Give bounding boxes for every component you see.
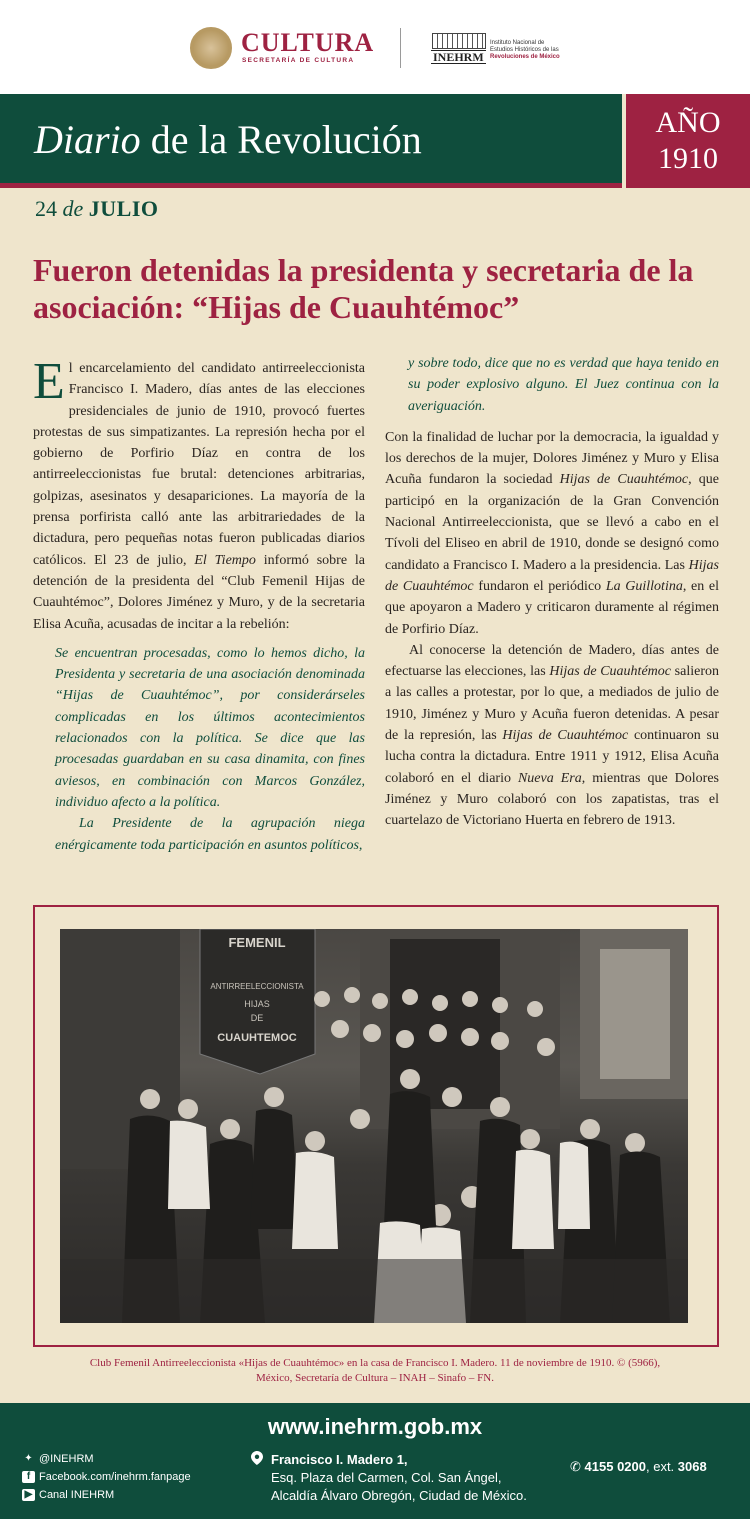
inehrm-building-icon <box>432 33 486 49</box>
masthead-title-rest: de la Revolución <box>140 117 422 162</box>
inehrm-full-name <box>490 40 570 61</box>
historical-group-photo <box>60 929 688 1323</box>
article-headline: Fueron detenidas la presidenta y secretaria de la asociación: “Hijas de Cuauhtémoc” <box>33 252 694 325</box>
newspaper-name: Nueva Era <box>517 770 582 786</box>
masthead-title <box>34 116 422 163</box>
newspaper-quote: Se encuentran procesadas, como lo hemos dicho, la Presidenta y secretaria de una asociación denominada “Hijas de Cuauhtémoc”, por considerárseles complicadas en los últimos acontecimientos relacionados con la política. Se dice que las procesadas guardaban en su casa dinamita, con fines aviesos, en combinación con Marcos González, individuo afecto a la política. <box>55 645 365 810</box>
paragraph-text: fundaron el periódico <box>473 578 606 594</box>
photo-illustration <box>60 929 688 1323</box>
paragraph-text: , en el que apoyaron a Madero y criticaron duramente al régimen de Porfirio Díaz. <box>385 578 719 637</box>
address-block <box>253 1451 527 1505</box>
website-link[interactable]: www.inehrm.gob.mx <box>267 1414 483 1439</box>
banner-text-arc: ANTIRREELECCIONISTA <box>210 982 304 991</box>
newspaper-name: El Tiempo <box>194 552 256 568</box>
banner-text-de: DE <box>250 1013 264 1023</box>
masthead-title-italic: Diario <box>34 117 141 162</box>
phone-icon: ✆ <box>570 1459 581 1474</box>
youtube-channel: Canal INEHRM <box>39 1489 115 1501</box>
top-branding-bar <box>0 0 750 94</box>
masthead-stripe <box>0 183 622 188</box>
article-column-left <box>33 353 366 856</box>
paragraph-text: l encarcelamiento del candidato antirreeleccionista Francisco I. Madero, días antes de las elecciones presidenciales de junio de 1910, provocó fuertes protestas de sus simpatizantes. La represión hecha por el gobierno de Porfirio Díaz en contra de los antirreeleccionistas fue brutal: detenciones arbitrarias, golpizas, asesinatos y desapariciones. La mayoría de la prensa porfirista calló ante las arbitrariedades de la dictadura, pero pequeñas notas fueron publicadas diarios católicos. El 23 de julio, <box>33 361 365 568</box>
article-column-right <box>385 353 719 832</box>
drop-cap: E <box>33 353 65 410</box>
photo-ground-shadow <box>60 1259 688 1323</box>
society-name: Hijas de Cuauhtémoc <box>502 728 629 744</box>
banner-text-name: CUAUHTEMOC <box>217 1032 297 1044</box>
inehrm-name-line: Revoluciones de México <box>490 54 560 60</box>
banner-text-hijas: HIJAS <box>244 999 270 1009</box>
photo-window-pane <box>600 949 670 1079</box>
address-line: Alcaldía Álvaro Obregón, Ciudad de México. <box>271 1488 527 1503</box>
newspaper-quote: y sobre todo, dice que no es verdad que haya tenido en su poder explosivo alguno. El Juez continua con la averiguación. <box>408 356 719 414</box>
year-number: 1910 <box>658 142 718 175</box>
paragraph-text: salieron a las calles a protestar, por lo que, a mediados de julio de 1910, Jiménez y Muro y Acuña fueron detenidas. A pesar de la represión, las <box>385 664 719 744</box>
facebook-link[interactable] <box>22 1468 191 1486</box>
article-paragraph <box>33 353 366 635</box>
phone-ext: 3068 <box>677 1459 707 1474</box>
banner-text-top: FEMENIL <box>228 935 286 950</box>
phone-main: 4155 0200 <box>584 1459 646 1474</box>
mexico-seal-icon <box>190 27 232 69</box>
date-month: JULIO <box>88 196 159 221</box>
paragraph-text: continuaron su lucha contra la dictadura. Entre 1911 y 1912, Elisa Acuña colaboró en el diario <box>385 728 719 786</box>
caption-line: Club Femenil Antirreeleccionista «Hijas de Cuauhtémoc» en la casa de Francisco I. Madero. 11 de noviembre de 1910. © (5966), <box>89 1357 661 1369</box>
paragraph-text: Al conocerse la detención de Madero, días antes de efectuarse las elecciones, las <box>385 642 719 680</box>
secretaria-cultura-text: SECRETARÍA DE CULTURA <box>242 57 355 64</box>
location-pin-icon <box>251 1451 263 1465</box>
date-day: 24 <box>35 196 57 221</box>
paragraph-text: , mientras que Dolores Jiménez y Muro colaboró con los zapatistas, tras el cuartelazo de Victoriano Huerta en febrero de 1913. <box>385 770 720 829</box>
youtube-icon: ▶ <box>22 1489 35 1501</box>
facebook-url: Facebook.com/inehrm.fanpage <box>39 1471 191 1483</box>
twitter-icon: ✦ <box>24 1453 33 1464</box>
society-name: Hijas de Cuauhtémoc <box>549 664 671 680</box>
article-date <box>35 196 159 222</box>
footer <box>0 1403 750 1519</box>
twitter-link[interactable] <box>22 1450 191 1468</box>
newspaper-quote: La Presidente de la agrupación niega enérgicamente toda participación en asuntos políticos, <box>55 816 365 853</box>
paragraph-text: , que participó en la organización de la Gran Convención Nacional Antirreeleccionista, que se llevó a cabo en el Tívoli del Eliseo en abril de 1910, donde se designó como candidato a Francisco I. Madero a la presidencia. Las <box>385 472 719 573</box>
phone-number[interactable] <box>570 1459 707 1475</box>
inehrm-name-line: Instituto Nacional de <box>490 40 545 46</box>
date-de: de <box>62 196 84 221</box>
address-street: Francisco I. Madero 1, <box>271 1452 408 1467</box>
paragraph-text: informó sobre la detención de la presidenta del “Club Femenil Hijas de Cuauhtémoc”, Dolores Jiménez y Muro, y de la secretaria Elisa Acuña, acusadas de incitar a la rebelión: <box>33 552 366 632</box>
year-label: AÑO <box>655 106 721 139</box>
social-links <box>22 1450 191 1504</box>
address-line: Esq. Plaza del Carmen, Col. San Ángel, <box>271 1470 502 1485</box>
article-paragraph <box>385 640 719 832</box>
caption-line: México, Secretaría de Cultura – INAH – Sinafo – FN. <box>256 1372 494 1384</box>
cultura-logo-text: CULTURA <box>241 28 375 57</box>
year-badge <box>626 94 750 188</box>
phone-ext-label: , ext. <box>645 1459 678 1474</box>
logo-divider <box>400 28 401 68</box>
twitter-handle: @INEHRM <box>39 1453 94 1465</box>
inehrm-logo-text: INEHRM <box>433 50 484 64</box>
newspaper-name: La Guillotina <box>605 578 683 594</box>
article-paragraph <box>385 427 719 640</box>
inehrm-name-line: Estudios Históricos de las <box>490 47 559 53</box>
society-name: Hijas de Cuauhtémoc <box>559 472 689 488</box>
photo-caption <box>30 1356 720 1386</box>
youtube-link[interactable] <box>22 1486 191 1504</box>
paragraph-text: Con la finalidad de luchar por la democracia, la igualdad y los derechos de la mujer, Dolores Jiménez y Muro y Elisa Acuña fundaron la sociedad <box>385 429 719 488</box>
society-name: Hijas de Cuauhtémoc <box>385 557 719 594</box>
facebook-icon: f <box>22 1471 35 1483</box>
